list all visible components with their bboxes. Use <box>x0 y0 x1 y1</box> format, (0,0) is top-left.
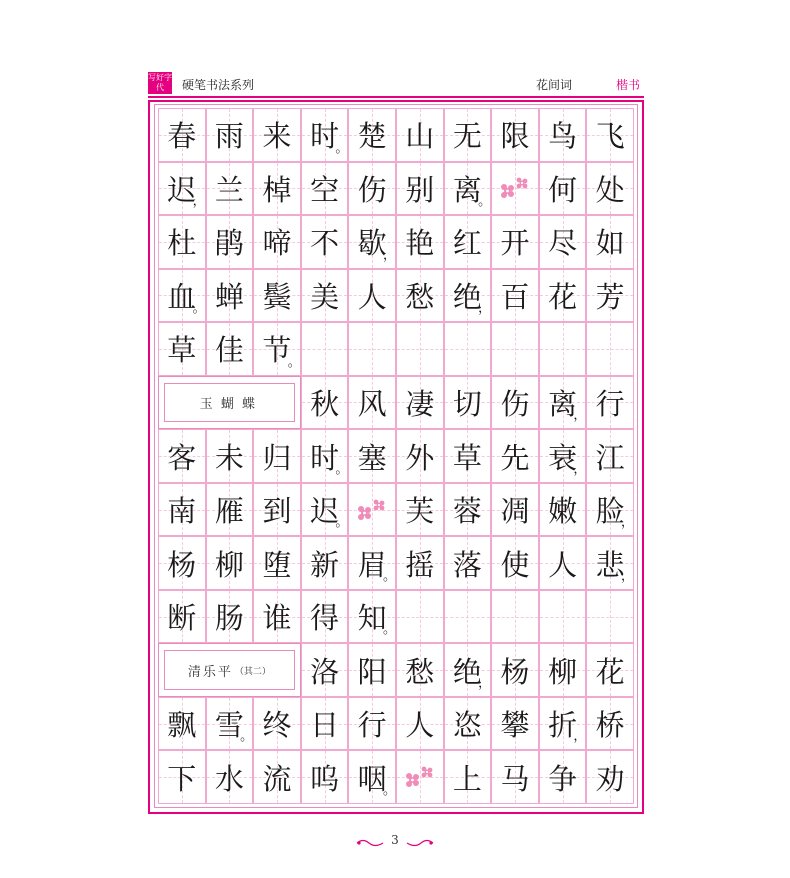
grid-cell <box>539 483 587 537</box>
grid-cell <box>301 750 349 804</box>
grid-cell <box>301 643 349 697</box>
calligraphy-character: 摇 <box>405 547 435 582</box>
calligraphy-character: 洛 <box>310 654 340 689</box>
calligraphy-character: 杨 <box>167 547 197 582</box>
calligraphy-character: 归 <box>262 440 292 475</box>
punctuation-mark: 。 <box>240 729 254 745</box>
calligraphy-character: 得 <box>310 601 340 636</box>
calligraphy-character: 处 <box>595 172 625 207</box>
grid-cell <box>444 215 492 269</box>
grid-cell <box>491 750 539 804</box>
calligraphy-character: 歇 <box>357 226 387 261</box>
calligraphy-character: 断 <box>167 601 197 636</box>
grid-cell <box>301 697 349 751</box>
punctuation-mark: 。 <box>382 622 396 638</box>
calligraphy-character: 恣 <box>452 708 482 743</box>
calligraphy-character: 使 <box>500 547 530 582</box>
page-number: 3 <box>391 833 399 847</box>
grid-cell <box>348 322 396 376</box>
punctuation-mark: 。 <box>192 301 206 317</box>
calligraphy-grid <box>158 108 634 804</box>
grid-cell <box>586 108 634 162</box>
grid-cell <box>348 697 396 751</box>
calligraphy-character: 蓉 <box>452 494 482 529</box>
grid-cell <box>396 536 444 590</box>
grid-cell <box>444 269 492 323</box>
calligraphy-character: 血 <box>167 279 197 314</box>
grid-cell <box>348 536 396 590</box>
calligraphy-character: 花 <box>595 654 625 689</box>
grid-cell <box>586 162 634 216</box>
grid-cell <box>444 162 492 216</box>
calligraphy-character: 切 <box>452 386 482 421</box>
punctuation-mark: 。 <box>335 515 349 531</box>
calligraphy-character: 雪 <box>214 708 244 743</box>
series-title: 硬笔书法系列 <box>182 78 255 92</box>
grid-cell <box>586 590 634 644</box>
calligraphy-character: 雨 <box>214 119 244 154</box>
poem-title: 清乐平 <box>187 664 233 680</box>
calligraphy-character: 柳 <box>548 654 578 689</box>
calligraphy-character: 芙 <box>405 494 435 529</box>
grid-cell <box>444 643 492 697</box>
poem-title-frame <box>164 650 295 690</box>
grid-cell <box>301 162 349 216</box>
grid-cell <box>539 376 587 430</box>
calligraphy-character: 折 <box>548 708 578 743</box>
grid-cell <box>444 108 492 162</box>
calligraphy-character: 凄 <box>405 386 435 421</box>
grid-cell <box>586 269 634 323</box>
grid-cell <box>348 590 396 644</box>
grid-cell <box>586 483 634 537</box>
calligraphy-character: 艳 <box>405 226 435 261</box>
calligraphy-character: 客 <box>167 440 197 475</box>
page-header <box>148 72 644 98</box>
calligraphy-character: 终 <box>262 708 292 743</box>
calligraphy-character: 桥 <box>595 708 625 743</box>
grid-cell <box>586 215 634 269</box>
grid-cell <box>586 697 634 751</box>
grid-cell <box>253 750 301 804</box>
grid-cell <box>301 429 349 483</box>
calligraphy-character: 伤 <box>357 172 387 207</box>
grid-cell <box>253 322 301 376</box>
grid-cell <box>396 108 444 162</box>
grid-cell <box>348 215 396 269</box>
grid-cell <box>539 697 587 751</box>
calligraphy-character: 限 <box>500 119 530 154</box>
grid-cell <box>491 643 539 697</box>
calligraphy-character: 塞 <box>357 440 387 475</box>
grid-cell <box>348 269 396 323</box>
calligraphy-character: 花 <box>548 279 578 314</box>
ornament-left-icon <box>355 838 385 848</box>
grid-cell <box>539 643 587 697</box>
grid-cell <box>491 322 539 376</box>
calligraphy-character: 人 <box>357 279 387 314</box>
calligraphy-character: 别 <box>405 172 435 207</box>
poem-title-suffix: （其二） <box>234 666 271 677</box>
punctuation-mark: 。 <box>382 568 396 584</box>
calligraphy-character: 行 <box>357 708 387 743</box>
grid-cell <box>206 269 254 323</box>
calligraphy-character: 眉 <box>357 547 387 582</box>
calligraphy-character: 美 <box>310 279 340 314</box>
calligraphy-character: 水 <box>214 761 244 796</box>
grid-cell <box>491 483 539 537</box>
grid-cell <box>586 750 634 804</box>
grid-cell <box>206 536 254 590</box>
grid-cell <box>491 269 539 323</box>
grid-cell <box>586 322 634 376</box>
grid-cell <box>301 483 349 537</box>
grid-cell <box>539 322 587 376</box>
grid-cell <box>158 750 206 804</box>
grid-cell <box>158 429 206 483</box>
grid-cell <box>539 536 587 590</box>
grid-cell <box>253 536 301 590</box>
calligraphy-character: 鸟 <box>548 119 578 154</box>
calligraphy-character: 行 <box>595 386 625 421</box>
grid-cell <box>158 483 206 537</box>
grid-cell <box>491 590 539 644</box>
calligraphy-character: 新 <box>310 547 340 582</box>
grid-cell <box>396 269 444 323</box>
calligraphy-character: 无 <box>452 119 482 154</box>
grid-cell <box>253 269 301 323</box>
grid-cell <box>539 215 587 269</box>
grid-cell <box>396 483 444 537</box>
grid-cell <box>396 322 444 376</box>
calligraphy-character: 争 <box>548 761 578 796</box>
calligraphy-character: 凋 <box>500 494 530 529</box>
calligraphy-character: 柳 <box>214 547 244 582</box>
grid-cell <box>348 643 396 697</box>
calligraphy-character: 如 <box>595 226 625 261</box>
punctuation-mark: ， <box>478 301 492 317</box>
poem-title: 玉 蝴 蝶 <box>199 396 258 412</box>
grid-cell <box>539 750 587 804</box>
grid-cell <box>348 429 396 483</box>
calligraphy-character: 草 <box>452 440 482 475</box>
grid-cell <box>491 697 539 751</box>
calligraphy-character: 尽 <box>548 226 578 261</box>
grid-cell <box>253 162 301 216</box>
calligraphy-character: 衰 <box>548 440 578 475</box>
punctuation-mark: ， <box>573 461 587 477</box>
grid-cell <box>253 483 301 537</box>
calligraphy-character: 堕 <box>262 547 292 582</box>
grid-cell <box>158 590 206 644</box>
calligraphy-character: 节 <box>262 333 292 368</box>
punctuation-mark: 。 <box>287 354 301 370</box>
calligraphy-character: 山 <box>405 119 435 154</box>
grid-cell <box>301 376 349 430</box>
calligraphy-character: 百 <box>500 279 530 314</box>
calligraphy-character: 迟 <box>167 172 197 207</box>
grid-cell <box>253 697 301 751</box>
calligraphy-character: 呜 <box>310 761 340 796</box>
calligraphy-character: 来 <box>262 119 292 154</box>
grid-cell <box>348 162 396 216</box>
calligraphy-character: 人 <box>548 547 578 582</box>
punctuation-mark: ， <box>478 675 492 691</box>
calligraphy-character: 红 <box>452 226 482 261</box>
grid-cell <box>301 590 349 644</box>
calligraphy-character: 春 <box>167 119 197 154</box>
punctuation-mark: ， <box>620 568 634 584</box>
calligraphy-character: 开 <box>500 226 530 261</box>
calligraphy-character: 知 <box>357 601 387 636</box>
grid-cell <box>396 215 444 269</box>
grid-cell <box>396 376 444 430</box>
grid-cell <box>539 429 587 483</box>
calligraphy-character: 人 <box>405 708 435 743</box>
grid-cell <box>206 750 254 804</box>
calligraphy-character: 离 <box>548 386 578 421</box>
calligraphy-character: 劝 <box>595 761 625 796</box>
calligraphy-character: 杜 <box>167 226 197 261</box>
grid-cell <box>586 376 634 430</box>
calligraphy-character: 何 <box>548 172 578 207</box>
grid-cell <box>396 697 444 751</box>
grid-cell <box>348 483 396 537</box>
series-logo: 写好字代 <box>148 73 172 92</box>
grid-cell <box>539 269 587 323</box>
grid-cell <box>444 429 492 483</box>
calligraphy-character: 飘 <box>167 708 197 743</box>
grid-cell <box>206 162 254 216</box>
calligraphy-character: 阳 <box>357 654 387 689</box>
calligraphy-character: 草 <box>167 333 197 368</box>
calligraphy-character: 飞 <box>595 119 625 154</box>
grid-cell <box>444 483 492 537</box>
calligraphy-character: 到 <box>262 494 292 529</box>
grid-cell <box>301 108 349 162</box>
calligraphy-character: 悲 <box>595 547 625 582</box>
calligraphy-character: 江 <box>595 440 625 475</box>
plum-blossom-icon <box>397 751 443 803</box>
grid-cell <box>539 108 587 162</box>
grid-cell <box>491 536 539 590</box>
grid-cell <box>158 269 206 323</box>
calligraphy-character: 先 <box>500 440 530 475</box>
calligraphy-character: 肠 <box>214 601 244 636</box>
calligraphy-character: 马 <box>500 761 530 796</box>
punctuation-mark: 。 <box>335 140 349 156</box>
calligraphy-character: 杨 <box>500 654 530 689</box>
calligraphy-character: 南 <box>167 494 197 529</box>
grid-cell <box>491 429 539 483</box>
calligraphy-character: 外 <box>405 440 435 475</box>
grid-cell <box>206 697 254 751</box>
calligraphy-character: 佳 <box>214 333 244 368</box>
grid-cell <box>253 215 301 269</box>
calligraphy-character: 下 <box>167 761 197 796</box>
page-footer <box>355 832 435 852</box>
punctuation-mark: 。 <box>382 783 396 798</box>
grid-cell <box>491 376 539 430</box>
calligraphy-character: 兰 <box>214 172 244 207</box>
plum-blossom-icon <box>349 484 395 536</box>
calligraphy-character: 流 <box>262 761 292 796</box>
calligraphy-character: 上 <box>452 761 482 796</box>
grid-cell <box>301 269 349 323</box>
punctuation-mark: ， <box>573 729 587 745</box>
grid-cell <box>348 376 396 430</box>
grid-cell <box>253 429 301 483</box>
calligraphy-character: 绝 <box>452 654 482 689</box>
grid-cell <box>253 108 301 162</box>
calligraphy-character: 芳 <box>595 279 625 314</box>
punctuation-mark: 。 <box>335 461 349 477</box>
grid-cell <box>206 483 254 537</box>
grid-cell <box>444 536 492 590</box>
grid-cell <box>158 536 206 590</box>
calligraphy-character: 秋 <box>310 386 340 421</box>
calligraphy-character: 落 <box>452 547 482 582</box>
grid-cell <box>158 697 206 751</box>
calligraphy-character: 愁 <box>405 654 435 689</box>
punctuation-mark: ， <box>192 194 206 210</box>
calligraphy-character: 不 <box>310 226 340 261</box>
punctuation-mark: ， <box>382 247 396 263</box>
calligraphy-character: 未 <box>214 440 244 475</box>
poem-title-frame <box>164 383 295 423</box>
punctuation-mark: ， <box>620 515 634 531</box>
grid-cell <box>206 108 254 162</box>
grid-cell <box>396 162 444 216</box>
grid-cell <box>301 215 349 269</box>
calligraphy-character: 谁 <box>262 601 292 636</box>
grid-cell <box>396 750 444 804</box>
calligraphy-character: 蝉 <box>214 279 244 314</box>
calligraphy-character: 雁 <box>214 494 244 529</box>
plum-blossom-icon <box>492 163 538 215</box>
grid-cell <box>206 215 254 269</box>
calligraphy-character: 鹃 <box>214 226 244 261</box>
calligraphy-character: 咽 <box>357 761 387 796</box>
grid-cell <box>158 322 206 376</box>
calligraphy-character: 楚 <box>357 119 387 154</box>
grid-cell <box>586 643 634 697</box>
calligraphy-character: 嫩 <box>548 494 578 529</box>
grid-cell <box>539 162 587 216</box>
grid-cell <box>396 590 444 644</box>
grid-cell <box>158 162 206 216</box>
grid-cell <box>206 590 254 644</box>
calligraphy-character: 脸 <box>595 494 625 529</box>
grid-cell <box>444 750 492 804</box>
punctuation-mark: 。 <box>478 194 492 210</box>
grid-cell <box>444 697 492 751</box>
grid-cell <box>396 643 444 697</box>
poem-title-box <box>158 376 301 430</box>
calligraphy-character: 迟 <box>310 494 340 529</box>
grid-cell <box>491 215 539 269</box>
grid-cell <box>539 590 587 644</box>
grid-cell <box>444 376 492 430</box>
grid-cell <box>301 322 349 376</box>
grid-cell <box>348 108 396 162</box>
calligraphy-character: 棹 <box>262 172 292 207</box>
ornament-right-icon <box>405 838 435 848</box>
grid-cell <box>491 108 539 162</box>
calligraphy-character: 离 <box>452 172 482 207</box>
collection-title: 花间词 <box>536 78 573 92</box>
grid-cell <box>206 322 254 376</box>
grid-cell <box>586 536 634 590</box>
calligraphy-character: 啼 <box>262 226 292 261</box>
grid-cell <box>444 322 492 376</box>
grid-cell <box>253 590 301 644</box>
calligraphy-character: 鬓 <box>262 279 292 314</box>
calligraphy-character: 愁 <box>405 279 435 314</box>
grid-cell <box>444 590 492 644</box>
grid-cell <box>206 429 254 483</box>
calligraphy-character: 伤 <box>500 386 530 421</box>
grid-cell <box>158 108 206 162</box>
calligraphy-character: 时 <box>310 440 340 475</box>
script-style-label: 楷书 <box>616 78 641 92</box>
calligraphy-character: 攀 <box>500 708 530 743</box>
grid-cell <box>586 429 634 483</box>
grid-cell <box>396 429 444 483</box>
calligraphy-character: 绝 <box>452 279 482 314</box>
calligraphy-character: 风 <box>357 386 387 421</box>
calligraphy-character: 时 <box>310 119 340 154</box>
calligraphy-character: 空 <box>310 172 340 207</box>
grid-cell <box>348 750 396 804</box>
grid-cell <box>158 215 206 269</box>
grid-cell <box>301 536 349 590</box>
header-rule <box>148 96 644 98</box>
grid-cell <box>491 162 539 216</box>
poem-title-box <box>158 643 301 697</box>
punctuation-mark: ， <box>573 408 587 424</box>
calligraphy-character: 日 <box>310 708 340 743</box>
